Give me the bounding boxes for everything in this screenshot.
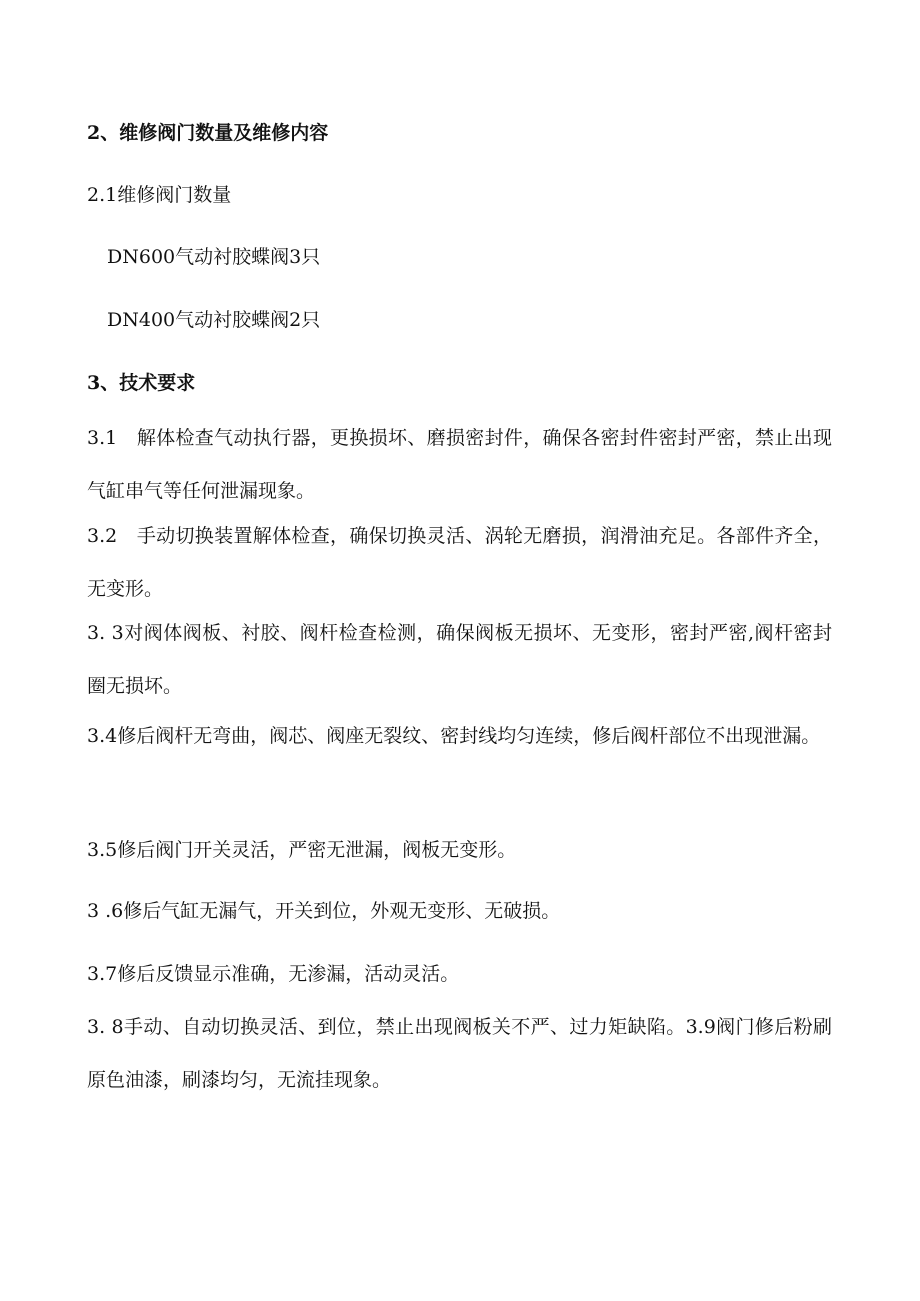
section-3-heading: 3、技术要求 [87, 372, 196, 394]
section-2-1-heading: 2.1维修阀门数量 [87, 184, 232, 206]
requirement-3-8-3-9: 3. 8手动、自动切换灵活、到位，禁止出现阀板关不严、过力矩缺陷。3.9阀门修后粉刷原色油漆，刷漆均匀，无流挂现象。 [87, 1016, 832, 1091]
requirement-3-3: 3. 3对阀体阀板、衬胶、阀杆检查检测，确保阀板无损坏、无变形，密封严密,阀杆密封圈无损坏。 [87, 622, 832, 697]
requirement-3-6: 3 .6修后气缸无漏气，开关到位，外观无变形、无破损。 [87, 900, 561, 922]
section-2-heading: 2、维修阀门数量及维修内容 [87, 122, 329, 144]
valve-item-dn600: DN600气动衬胶蝶阀3只 [107, 246, 321, 268]
requirement-3-4: 3.4修后阀杆无弯曲，阀芯、阀座无裂纹、密封线均匀连续，修后阀杆部位不出现泄漏。 [87, 725, 821, 747]
requirement-3-5: 3.5修后阀门开关灵活，严密无泄漏，阀板无变形。 [87, 839, 517, 861]
requirement-3-1: 3.1 解体检查气动执行器，更换损坏、磨损密封件，确保各密封件密封严密，禁止出现气缸串气等任何泄漏现象。 [87, 427, 832, 502]
valve-item-dn400: DN400气动衬胶蝶阀2只 [107, 309, 321, 331]
requirement-3-7: 3.7修后反馈显示准确，无渗漏，活动灵活。 [87, 963, 460, 985]
requirement-3-2: 3.2 手动切换装置解体检查，确保切换灵活、涡轮无磨损，润滑油充足。各部件齐全，无变形。 [87, 525, 832, 600]
